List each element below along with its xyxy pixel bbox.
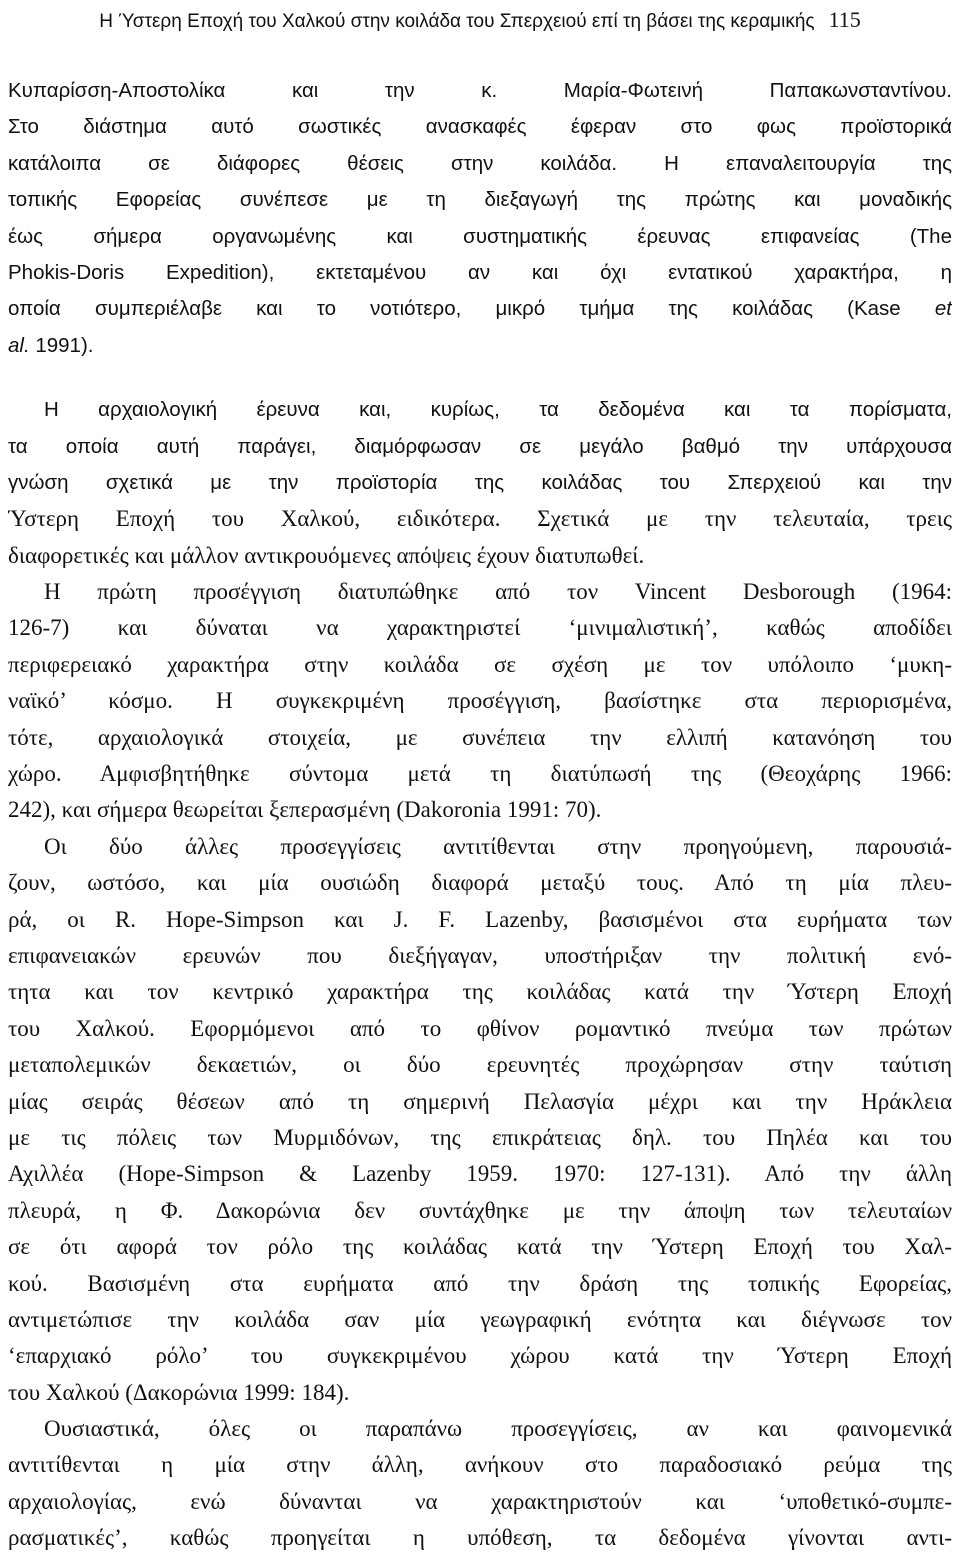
text-line: κατάλοιπα σε διάφορες θέσεις στην κοιλάδα. Η επαναλειτουργία της xyxy=(8,151,952,175)
running-head-title: Η Ύστερη Εποχή του Χαλκού στην κοιλάδα του Σπερχειού επί τη βάσει της κεραμικής xyxy=(99,11,815,32)
text-line: πλευρά, η Φ. Δακορώνια δεν συντάχθηκε με την άποψη των τελευταίων xyxy=(8,1197,952,1223)
page-number: 115 xyxy=(828,7,861,32)
text-line: χώρο. Αμφισβητήθηκε σύντομα μετά τη διατύπωσή της (Θεοχάρης 1966: xyxy=(8,761,952,787)
text-line: Στο διάστημα αυτό σωστικές ανασκαφές έφεραν στο φως προϊστορικά xyxy=(8,115,952,139)
text-line: αντιτίθενται η μία στην άλλη, ανήκουν στο παραδοσιακό ρεύμα της xyxy=(8,1452,952,1478)
text-line: περιφερειακό χαρακτήρα στην κοιλάδα σε σχέση με τον υπόλοιπο ‘μυκη- xyxy=(8,651,952,677)
text-line: του Χαλκού (Δακορώνια 1999: 184). xyxy=(8,1379,350,1405)
paragraph-block-1 xyxy=(8,73,952,364)
running-head xyxy=(8,8,952,38)
text-line: γνώση σχετικά με την προϊστορία της κοιλάδας του Σπερχειού και την xyxy=(8,470,952,494)
text-line: ρασματικές’, καθώς προηγείται η υπόθεση, τα δεδομένα γίνονται αντι- xyxy=(8,1525,952,1551)
text-line: Ουσιαστικά, όλες οι παραπάνω προσεγγίσεις, αν και φαινομενικά xyxy=(44,1416,952,1442)
text-line: μεταπολεμικών δεκαετιών, οι δύο ερευνητές προχώρησαν στην ταύτιση xyxy=(8,1052,952,1078)
text-line: τα οποία αυτή παράγει, διαμόρφωσαν σε μεγάλο βαθμό την υπάρχουσα xyxy=(8,434,952,458)
text-line: αρχαιολογίας, ενώ δύνανται να χαρακτηριστούν και ‘υποθετικό-συμπε- xyxy=(8,1488,952,1514)
text-line: οποία συμπεριέλαβε και το νοτιότερο, μικρό τμήμα της κοιλάδας (Kase et xyxy=(8,297,952,321)
text-line: τητα και τον κεντρικό χαρακτήρα της κοιλάδας κατά την Ύστερη Εποχή xyxy=(8,979,952,1005)
text-line: Η πρώτη προσέγγιση διατυπώθηκε από τον Vincent Desborough (1964: xyxy=(44,579,952,605)
text-line: 126-7) και δύναται να χαρακτηριστεί ‘μινιμαλιστική’, καθώς αποδίδει xyxy=(8,615,952,641)
text-line: ναϊκό’ κόσμο. Η συγκεκριμένη προσέγγιση, βασίστηκε στα περιορισμένα, xyxy=(8,688,952,714)
text-line: του Χαλκού. Εφορμόμενοι από το φθίνον ρομαντικό πνεύμα των πρώτων xyxy=(8,1015,952,1041)
paragraph-block-2 xyxy=(8,392,952,1557)
text-line: al. 1991). xyxy=(8,333,94,357)
text-line: αντιμετώπισε την κοιλάδα σαν μία γεωγραφική ενότητα και διέγνωσε τον xyxy=(8,1306,952,1332)
text-line: σε ότι αφορά τον ρόλο της κοιλάδας κατά την Ύστερη Εποχή του Χαλ- xyxy=(8,1234,952,1260)
text-line: μίας σειράς θέσεων από τη σημερινή Πελασγία μέχρι και την Ηράκλεια xyxy=(8,1088,952,1114)
text-line: τοπικής Εφορείας συνέπεσε με τη διεξαγωγή της πρώτης και μοναδικής xyxy=(8,188,952,212)
text-line: 242), και σήμερα θεωρείται ξεπερασμένη (Dakoronia 1991: 70). xyxy=(8,797,602,823)
text-line: Οι δύο άλλες προσεγγίσεις αντιτίθενται στην προηγούμενη, παρουσιά- xyxy=(44,833,952,859)
text-line: ζουν, ωστόσο, και μία ουσιώδη διαφορά μεταξύ τους. Από τη μία πλευ- xyxy=(8,870,952,896)
text-line: Ύστερη Εποχή του Χαλκού, ειδικότερα. Σχετικά με την τελευταία, τρεις xyxy=(8,506,952,532)
text-line: κού. Βασισμένη στα ευρήματα από την δράση της τοπικής Εφορείας, xyxy=(8,1270,952,1296)
text-line: τότε, αρχαιολογικά στοιχεία, με συνέπεια την ελλιπή κατανόηση του xyxy=(8,724,952,750)
text-line: με τις πόλεις των Μυρμιδόνων, της επικράτειας δηλ. του Πηλέα και του xyxy=(8,1124,952,1150)
text-line: έως σήμερα οργανωμένης και συστηματικής έρευνας επιφανείας (The xyxy=(8,224,952,248)
text-line: διαφορετικές και μάλλον αντικρουόμενες απόψεις έχουν διατυπωθεί. xyxy=(8,542,645,568)
text-line: ρά, οι R. Hope-Simpson και J. F. Lazenby, βασισμένοι στα ευρήματα των xyxy=(8,906,952,932)
text-line: Η αρχαιολογική έρευνα και, κυρίως, τα δεδομένα και τα πορίσματα, xyxy=(44,398,952,422)
text-line: Κυπαρίσση-Αποστολίκα και την κ. Μαρία-Φωτεινή Παπακωνσταντίνου. xyxy=(8,79,952,102)
text-line: Αχιλλέα (Hope-Simpson & Lazenby 1959. 1970: 127-131). Από την άλλη xyxy=(8,1161,952,1187)
text-line: Phokis-Doris Expedition), εκτεταμένου αν και όχι εντατικού χαρακτήρα, η xyxy=(8,260,952,284)
text-line: επιφανειακών ερευνών που διεξήγαγαν, υποστήριξαν την πολιτική ενό- xyxy=(8,942,952,968)
text-line: ‘επαρχιακό ρόλο’ του συγκεκριμένου χώρου κατά την Ύστερη Εποχή xyxy=(8,1343,952,1369)
